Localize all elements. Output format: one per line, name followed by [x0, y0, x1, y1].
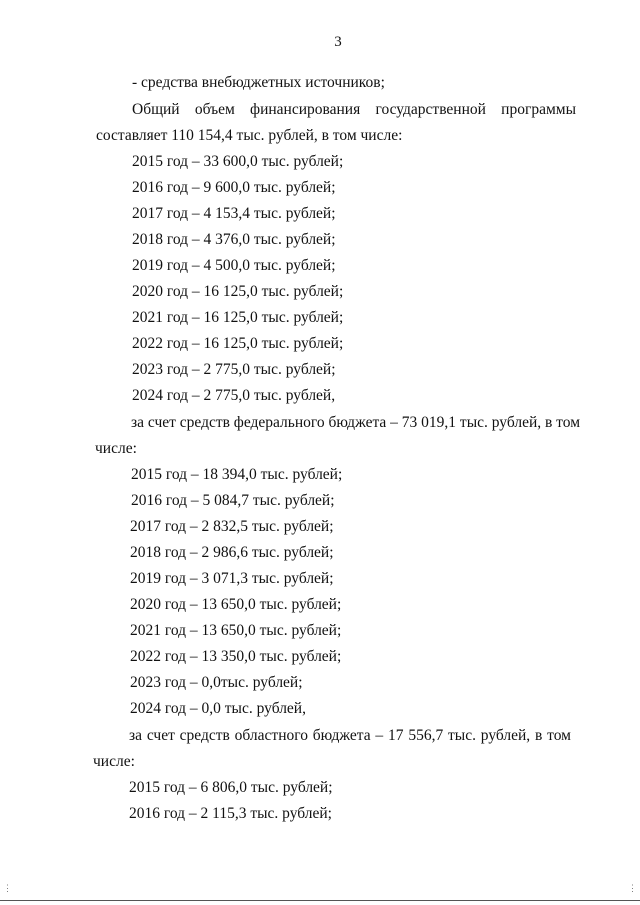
- regional-year-2016: 2016 год – 2 115,3 тыс. рублей;: [129, 805, 332, 822]
- federal-year-2015: 2015 год – 18 394,0 тыс. рублей;: [131, 466, 343, 483]
- intro-line: - средства внебюджетных источников;: [132, 74, 385, 91]
- total-year-2016: 2016 год – 9 600,0 тыс. рублей;: [132, 179, 336, 196]
- federal-year-2024: 2024 год – 0,0 тыс. рублей,: [130, 700, 306, 717]
- federal-year-2017: 2017 год – 2 832,5 тыс. рублей;: [130, 518, 334, 535]
- regional-year-2015: 2015 год – 6 806,0 тыс. рублей;: [129, 779, 333, 796]
- page-number: 3: [334, 34, 342, 50]
- total-year-2021: 2021 год – 16 125,0 тыс. рублей;: [132, 309, 344, 326]
- scan-mark-left: ⋮: [3, 884, 12, 894]
- total-year-2019: 2019 год – 4 500,0 тыс. рублей;: [132, 257, 336, 274]
- total-year-2023: 2023 год – 2 775,0 тыс. рублей;: [132, 361, 336, 378]
- total-year-2024: 2024 год – 2 775,0 тыс. рублей,: [132, 387, 336, 404]
- federal-year-2023: 2023 год – 0,0тыс. рублей;: [130, 674, 303, 691]
- federal-year-2016: 2016 год – 5 084,7 тыс. рублей;: [131, 492, 335, 509]
- federal-line-1: за счет средств федерального бюджета – 73 019,1 тыс. рублей, в том: [131, 414, 581, 431]
- scan-mark-right: ⋮: [628, 884, 637, 894]
- total-line-1: Общий объем финансирования государственной программы: [132, 101, 576, 118]
- federal-year-2021: 2021 год – 13 650,0 тыс. рублей;: [130, 622, 342, 639]
- regional-line-2: числе:: [93, 753, 135, 770]
- scan-bottom-rule: [0, 900, 640, 901]
- federal-year-2022: 2022 год – 13 350,0 тыс. рублей;: [130, 648, 342, 665]
- regional-line-1: за счет средств областного бюджета – 17 556,7 тыс. рублей, в том: [129, 727, 571, 744]
- total-year-2017: 2017 год – 4 153,4 тыс. рублей;: [132, 205, 336, 222]
- federal-line-2: числе:: [95, 440, 137, 457]
- total-year-2022: 2022 год – 16 125,0 тыс. рублей;: [132, 335, 344, 352]
- federal-year-2019: 2019 год – 3 071,3 тыс. рублей;: [130, 570, 334, 587]
- total-year-2018: 2018 год – 4 376,0 тыс. рублей;: [132, 231, 336, 248]
- total-year-2020: 2020 год – 16 125,0 тыс. рублей;: [132, 283, 344, 300]
- federal-year-2018: 2018 год – 2 986,6 тыс. рублей;: [130, 544, 334, 561]
- total-year-2015: 2015 год – 33 600,0 тыс. рублей;: [132, 153, 344, 170]
- total-line-2: составляет 110 154,4 тыс. рублей, в том числе:: [96, 127, 403, 144]
- federal-year-2020: 2020 год – 13 650,0 тыс. рублей;: [130, 596, 342, 613]
